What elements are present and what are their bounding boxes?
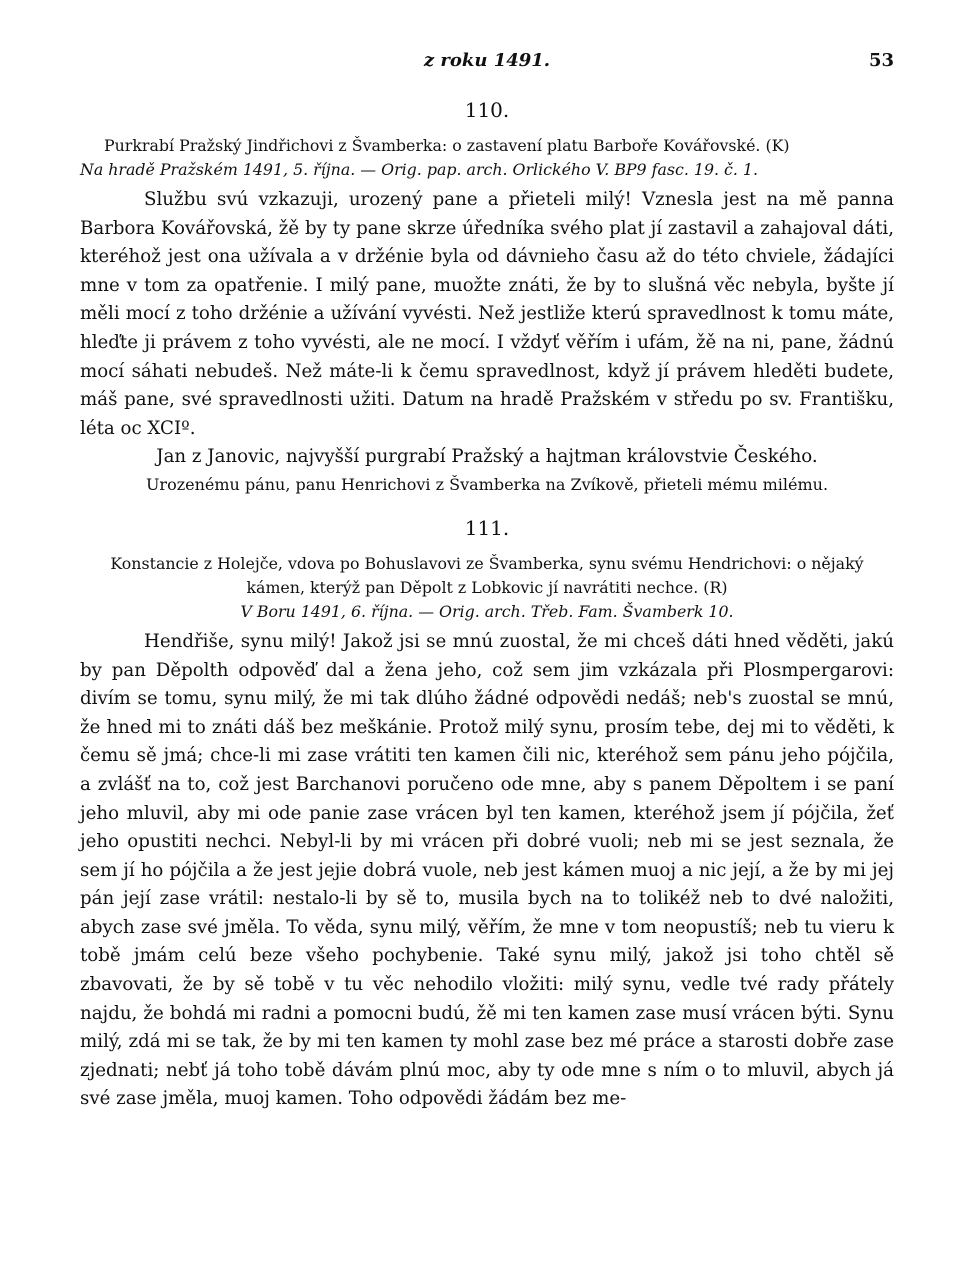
document-number: 110. <box>464 98 510 122</box>
document-regest: Purkrabí Pražský Jindřichovi z Švamberka: o zastavení platu Barboře Kovářovské. (K) <box>104 136 790 155</box>
document-regest: Konstancie z Holejče, vdova po Bohuslavovi ze Švamberka, synu svému Hendrichovi: o nějaký kámen, kterýž pan Děpolt z Lobkovic jí navrátiti nechce. (R) <box>110 553 864 597</box>
document-110 <box>80 98 894 498</box>
page-number: 53 <box>868 50 894 71</box>
document-111 <box>80 516 894 1114</box>
document-body: Službu svú vzkazuji, urozený pane a přieteli milý! Vznesla jest na mě panna Barbora Kovářovská, žě by ty pane skrze úředníka svého plat jí zastavil a zahajoval dáti, kteréhož jest ona užívala a v držénie byla od dávnieho času až do této chviele, žádajíci mne v tom za opatřenie. I milý pane, muožte znáti, že by to slušná věc nebyla, byšte jí měli mocí z toho držénie a užívání vyvésti. Než jestliže kterú spravedlnost k tomu máte, hleďte ji právem z toho vyvésti, ale ne mocí. I vždyť věřím i ufám, žě na ni, pane, žádnú mocí sáhati nebudeš. Než máte-li k čemu spravedlnost, když jí právem hleděti budete, máš pane, své spravedlnosti užiti. Datum na hradě Pražském v středu po sv. Františku, léta oc XCIº. <box>80 189 894 439</box>
page-header <box>80 44 894 80</box>
document-number: 111. <box>464 515 510 540</box>
document-signature: Jan z Janovic, najvyšší purgrabí Pražský a hajtman královstvie Českého. <box>156 446 818 468</box>
document-address: Urozenému pánu, panu Henrichovi z Švamberka na Zvíkově, přieteli mému milému. <box>145 474 829 494</box>
document-source: Na hradě Pražském 1491, 5. října. — Orig. pap. arch. Orlického V. BP9 fasc. 19. č. 1. <box>80 160 759 179</box>
document-body: Hendřiše, synu milý! Jakož jsi se mnú zuostal, že mi chceš dáti hned věděti, jakú by pan Děpolth odpověď dal a žena jeho, což sem jim vzkázala při Plosmpergarovi: divím se tomu, synu milý, že mi tak dlúho žádné odpovědi nedáš; neb's zuostal se mnú, že hned mi to znáti dáš bez meškánie. Protož milý synu, prosím tebe, dej mi to věděti, k čemu sě jmá; chce-li mi zase vrátiti ten kamen čili nic, kteréhož sem pánu jeho pójčila, a zvlášť na to, což jest Barchanovi poručeno ode mne, aby s panem Děpoltem i se paní jeho mluvil, aby mi ode panie zase vrácen byl ten kamen, kteréhož jsem jí pójčila, žeť jeho opustiti nechci. Nebyl-li by mi vrácen při dobré vuoli; neb mi se jest seznala, že sem jí ho pójčila a že jest jejie dobrá vuole, neb jest kámen muoj a nic její, a že by mi jej pán její zase vrátil: nestalo-li by sě to, musila bych na to tolikéž neb to dvé naložiti, abych zase své jměla. To věda, synu milý, věřím, že mne v tom neopustíš; neb tu vieru k tobě jmám celú beze všeho pochybenie. Také synu milý, jakož jsi toho chtěl sě zbavovati, že by sě tobě v tu věc nehodilo vložiti: milý synu, vedle tvé rady přátely najdu, že bohdá mi radni a pomocni budú, žě mi ten kamen zase musí vrácen býti. Synu milý, zdá mi se tak, že by mi ten kamen ty mohl zase bez mé práce a starosti dobře zase zjednati; nebť já toho tobě dávám plnú moc, aby ty ode mne s ním o to mluvil, abych já své zase jměla, muoj kamen. Toho odpovědi žádám bez me- <box>80 630 894 1110</box>
running-head: z roku 1491. <box>423 50 551 71</box>
document-source: V Boru 1491, 6. října. — Orig. arch. Třeb. Fam. Švamberk 10. <box>240 601 734 621</box>
